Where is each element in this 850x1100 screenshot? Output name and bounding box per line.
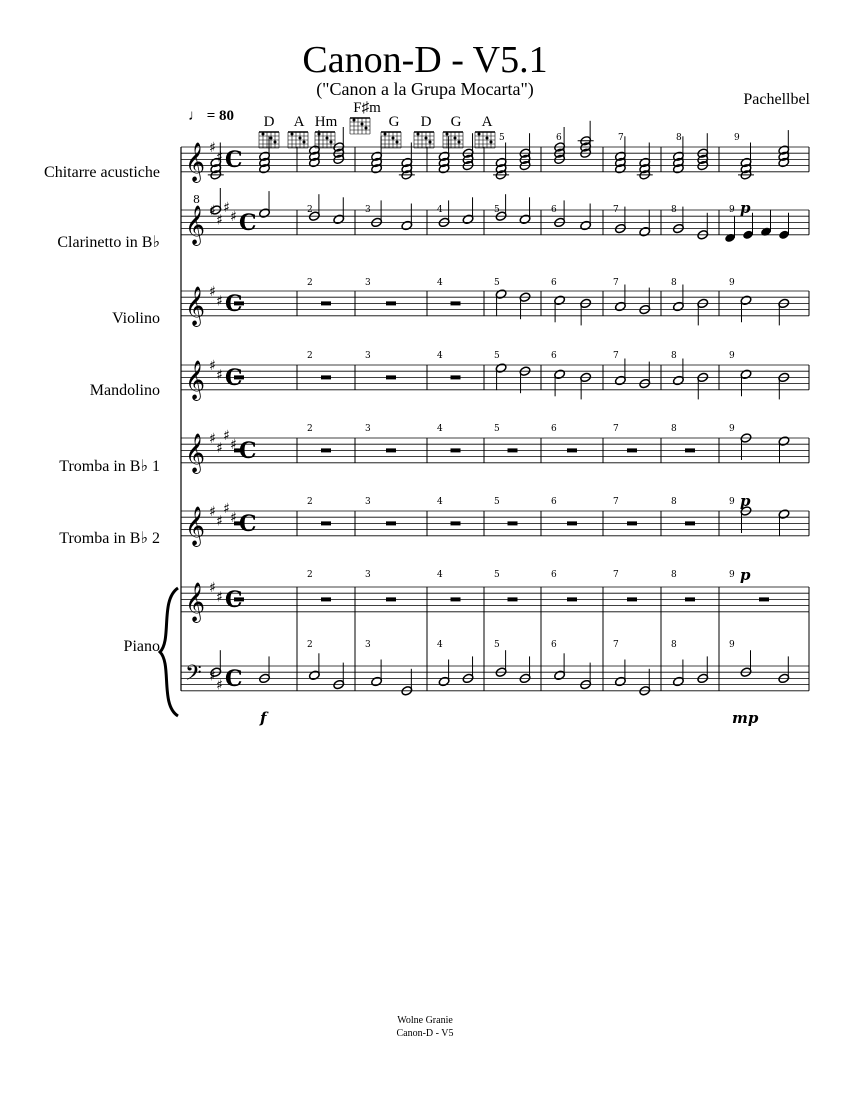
chord-diagram-dot — [490, 141, 493, 144]
measure-number: 2 — [307, 424, 313, 434]
sharp-sign: ♯ — [230, 437, 237, 454]
half-rest — [386, 597, 396, 601]
chord-diagram-dot — [291, 133, 294, 136]
chord-diagram-dot — [330, 141, 333, 144]
half-rest — [508, 597, 518, 601]
measure-number: 4 — [437, 640, 443, 650]
sharp-sign: ♯ — [209, 284, 216, 300]
measure-number: 7 — [613, 424, 619, 434]
measure-number: 5 — [494, 497, 500, 507]
measure-number: 2 — [307, 640, 313, 650]
chord-name: G — [450, 114, 462, 130]
measure-number: 9 — [729, 570, 735, 580]
measure-number: 9 — [729, 205, 735, 215]
common-time: C — [239, 210, 257, 236]
measure-number: 9 — [729, 424, 735, 434]
half-rest — [451, 375, 461, 379]
measure-number: 3 — [365, 278, 371, 288]
sharp-sign: ♯ — [209, 140, 216, 156]
measure-number: 6 — [556, 133, 562, 143]
measure-number: 6 — [551, 497, 557, 507]
chord-diagram-dot — [274, 141, 277, 144]
sharp-sign: ♯ — [223, 427, 230, 444]
measure-number: 6 — [551, 205, 557, 215]
chord-diagram-dot — [478, 133, 481, 136]
half-rest — [627, 597, 637, 601]
measure-number: 9 — [729, 497, 735, 507]
chord-name: Hm — [314, 114, 338, 130]
treble-clef: 𝄞 — [185, 433, 206, 473]
treble-clef: 𝄞 — [185, 286, 206, 326]
sharp-sign: ♯ — [223, 500, 230, 517]
half-rest — [321, 375, 331, 379]
bass-clef: 𝄢 — [185, 661, 202, 691]
sharp-sign: ♯ — [230, 209, 237, 226]
half-rest — [321, 597, 331, 601]
measure-number: 3 — [365, 205, 371, 215]
measure-number: 3 — [365, 424, 371, 434]
composer-name: Pachellbel — [743, 91, 810, 108]
measure-number: 6 — [551, 570, 557, 580]
measure-number: 8 — [671, 424, 677, 434]
sharp-sign: ♯ — [216, 367, 223, 384]
brace — [160, 588, 178, 716]
common-time: C — [239, 438, 257, 464]
half-rest — [567, 597, 577, 601]
sharp-sign: ♯ — [216, 149, 223, 166]
measure-number: 5 — [494, 640, 500, 650]
half-rest — [451, 597, 461, 601]
half-rest — [508, 521, 518, 525]
half-rest — [685, 448, 695, 452]
chord-name: F♯m — [353, 100, 381, 116]
measure-number: 8 — [676, 133, 682, 143]
measure-number: 3 — [365, 570, 371, 580]
chord-diagram-dot — [446, 133, 449, 136]
measure-number: 5 — [494, 570, 500, 580]
sharp-sign: ♯ — [216, 212, 223, 229]
measure-number: 8 — [671, 278, 677, 288]
chord-diagram-dot — [425, 137, 428, 140]
measure-number: 3 — [365, 351, 371, 361]
chord-name: D — [420, 114, 432, 130]
measure-number: 3 — [365, 640, 371, 650]
instrument-label: Piano — [123, 638, 160, 655]
measure-number: 4 — [437, 351, 443, 361]
chord-name: A — [293, 114, 305, 130]
measure-number: 4 — [437, 278, 443, 288]
sharp-sign: ♯ — [216, 293, 223, 310]
measure-number: 8 — [671, 497, 677, 507]
tempo-marking: ♩ = 80 — [188, 108, 235, 124]
instrument-label: Chitarre acustiche — [44, 164, 160, 181]
dynamic-marking: mp — [732, 709, 759, 727]
measure-number: 6 — [551, 278, 557, 288]
measure-number: 7 — [618, 133, 624, 143]
sharp-sign: ♯ — [209, 668, 216, 685]
chord-diagram-dot — [299, 137, 302, 140]
chord-diagram-dot — [326, 137, 329, 140]
chord-diagram-dot — [392, 137, 395, 140]
instrument-label: Clarinetto in B♭ — [57, 234, 160, 251]
chord-diagram-dot — [303, 141, 306, 144]
footer-line-1: Wolne Granie — [397, 1015, 453, 1026]
measure-number: 5 — [499, 133, 505, 143]
chord-diagram-dot — [417, 133, 420, 136]
measure-number: 7 — [613, 497, 619, 507]
sharp-sign: ♯ — [216, 513, 223, 530]
measure-number: 9 — [729, 278, 735, 288]
instrument-label: Violino — [112, 310, 160, 327]
measure-number: 8 — [671, 205, 677, 215]
measure-number: 6 — [551, 351, 557, 361]
half-rest — [567, 521, 577, 525]
sharp-sign: ♯ — [209, 504, 216, 520]
chord-diagram-dot — [262, 133, 265, 136]
measure-number: 4 — [437, 424, 443, 434]
dynamic-marking: p — [740, 199, 751, 217]
measure-number: 3 — [365, 497, 371, 507]
treble-clef: 𝄞 — [185, 582, 206, 622]
half-rest — [321, 448, 331, 452]
treble-clef: 𝄞 — [185, 142, 206, 182]
sharp-sign: ♯ — [223, 199, 230, 216]
score-subtitle: ("Canon a la Grupa Mocarta") — [316, 79, 534, 99]
measure-number: 9 — [729, 640, 735, 650]
instrument-label: Tromba in B♭ 2 — [59, 530, 160, 547]
instrument-label: Tromba in B♭ 1 — [59, 458, 160, 475]
measure-number: 9 — [734, 133, 740, 143]
treble-clef: 𝄞 — [185, 205, 206, 245]
common-time: C — [239, 511, 257, 537]
treble-clef: 𝄞 — [185, 506, 206, 546]
sharp-sign: ♯ — [216, 677, 223, 694]
chord-name: A — [481, 114, 493, 130]
half-rest — [451, 521, 461, 525]
half-rest — [627, 448, 637, 452]
staff-lines — [160, 147, 809, 716]
half-rest — [567, 448, 577, 452]
sharp-sign: ♯ — [209, 203, 216, 219]
measure-number: 7 — [613, 351, 619, 361]
sharp-sign: ♯ — [216, 440, 223, 457]
score-title: Canon-D - V5.1 — [302, 39, 548, 81]
chord-diagram-dot — [365, 127, 368, 130]
half-rest — [321, 521, 331, 525]
common-time: C — [225, 587, 243, 613]
measure-number: 5 — [494, 205, 500, 215]
half-rest — [627, 521, 637, 525]
common-time: C — [225, 365, 243, 391]
common-time: C — [225, 147, 243, 173]
measure-number: 7 — [613, 570, 619, 580]
dynamic-marking: p — [740, 492, 751, 510]
half-rest — [685, 521, 695, 525]
measure-number: 2 — [307, 570, 313, 580]
sharp-sign: ♯ — [209, 358, 216, 374]
measure-number: 7 — [613, 278, 619, 288]
measure-number: 2 — [307, 497, 313, 507]
measure-number: 8 — [671, 351, 677, 361]
sharp-sign: ♯ — [209, 431, 216, 447]
half-rest — [451, 448, 461, 452]
chord-diagram-dot — [318, 133, 321, 136]
treble-clef: 𝄞 — [185, 360, 206, 400]
measure-number: 6 — [551, 640, 557, 650]
score-text — [185, 118, 759, 727]
chord-diagram-dot — [486, 137, 489, 140]
chord-name: G — [388, 114, 400, 130]
measure-number: 9 — [729, 351, 735, 361]
half-rest — [386, 301, 396, 305]
common-time: C — [225, 291, 243, 317]
chord-diagram-dot — [361, 123, 364, 126]
sharp-sign: ♯ — [209, 580, 216, 596]
measure-number: 7 — [613, 640, 619, 650]
chord-diagram-dot — [270, 137, 273, 140]
chord-diagram-dot — [384, 133, 387, 136]
half-rest — [386, 448, 396, 452]
half-rest — [685, 597, 695, 601]
measure-number: 6 — [551, 424, 557, 434]
measure-number: 2 — [307, 351, 313, 361]
measure-number: 5 — [494, 278, 500, 288]
measure-number: 2 — [307, 205, 313, 215]
sharp-sign: ♯ — [216, 589, 223, 606]
half-rest — [759, 597, 769, 601]
footer-line-2: Canon-D - V5 — [396, 1028, 454, 1039]
half-rest — [451, 301, 461, 305]
chord-diagram-dot — [353, 119, 356, 122]
chord-diagram-dot — [396, 141, 399, 144]
measure-number: 5 — [494, 351, 500, 361]
instrument-label: Mandolino — [89, 382, 160, 399]
measure-number: 4 — [437, 497, 443, 507]
chord-diagram-dot — [458, 141, 461, 144]
measure-number: 7 — [613, 205, 619, 215]
octave-mark: 8 — [193, 193, 200, 206]
chord-diagram-dot — [454, 137, 457, 140]
measure-number: 5 — [494, 424, 500, 434]
measure-number: 2 — [307, 278, 313, 288]
sharp-sign: ♯ — [230, 510, 237, 527]
chord-name: D — [263, 114, 275, 130]
half-rest — [386, 521, 396, 525]
measure-number: 8 — [671, 570, 677, 580]
half-rest — [386, 375, 396, 379]
half-rest — [321, 301, 331, 305]
common-time: C — [225, 666, 243, 692]
measure-number: 4 — [437, 205, 443, 215]
half-rest — [508, 448, 518, 452]
chord-diagram-dot — [429, 141, 432, 144]
measure-number: 4 — [437, 570, 443, 580]
measure-number: 8 — [671, 640, 677, 650]
dynamic-marking: p — [740, 566, 751, 584]
dynamic-marking: f — [260, 709, 267, 727]
